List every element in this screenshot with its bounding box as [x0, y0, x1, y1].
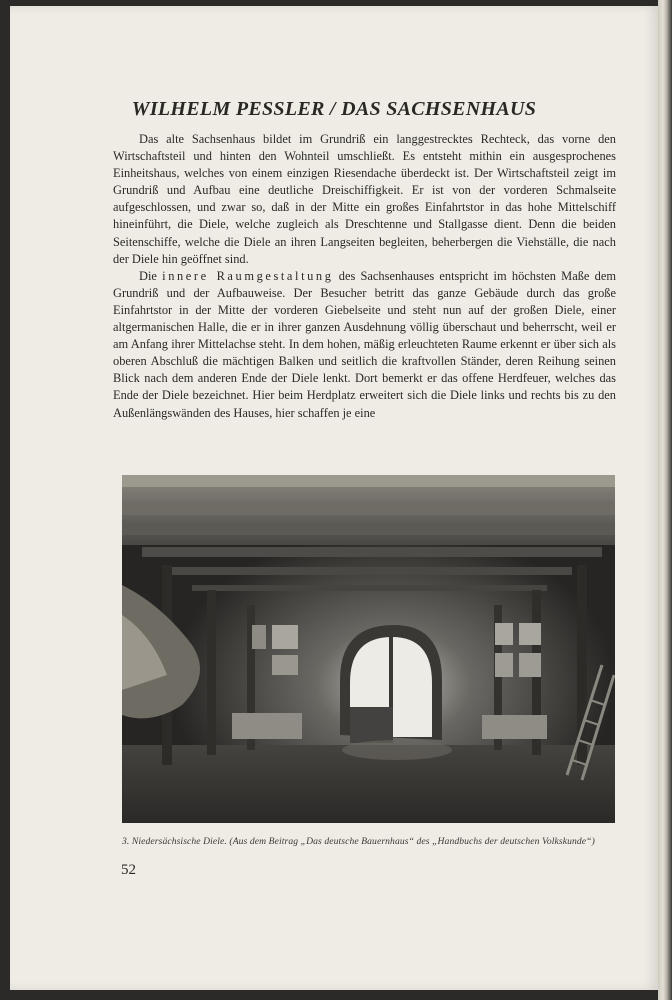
figure-caption: 3. Niedersächsische Diele. (Aus dem Beitrag „Das deutsche Bauernhaus“ des „Handbuchs der deutschen Volkskunde“): [122, 836, 595, 847]
page-title: WILHELM PESSLER / DAS SACHSENHAUS: [131, 98, 537, 120]
hall-photograph: [122, 475, 615, 823]
paragraph-2: [113, 268, 616, 422]
paragraph-2-prefix: Die: [139, 268, 163, 283]
book-page: [10, 6, 658, 990]
page-edge: [658, 0, 672, 1000]
paragraph-2-rest: des Sachsenhauses entspricht im höchsten Maße dem Grundriß und der Aufbauweise. Der Besucher betritt das ganze Gebäude durch das große Einfahrtstor in der Mitte der vorderen Giebelseite und steht nun auf der großen Diele, einer altgermanischen Halle, die er in ihrer ganzen Ausdehnung völlig überschaut und beherrscht, weil er am Anfang ihrer Mittelachse steht. In dem hohen, mäßig erleuchteten Raume erkennt er über sich als oberen Abschluß die mächtigen Balken und seitlich die kraftvollen Ständer, deren Reihung seinen Blick nach dem anderen Ende der Diele lenkt. Dort bemerkt er das offene Herdfeuer, welches das Ende der Diele bezeichnet. Hier beim Herdplatz erweitert sich die Diele links und rechts bis zu den Außenlängswänden des Hauses, hier schaffen je eine: [113, 268, 616, 420]
emphasized-term: innere Raumgestaltung: [162, 268, 334, 283]
hall-photograph-illustration: [122, 475, 615, 823]
paragraph-1: Das alte Sachsenhaus bildet im Grundriß ein langgestrecktes Rechteck, das vorne den Wirtschaftsteil und hinten den Wohnteil umschließt. Es entsteht mithin ein ausgesprochenes Einheitshaus, welches von einem einzigen Riesendache überdeckt ist. Der Wirtschaftsteil zeigt im Grundriß und Aufbau eine deutliche Dreischiffigkeit. Er ist von der vorderen Schmalseite aufgeschlossen, und zwar so, daß in der Mitte ein großes Einfahrtstor in das hohe Mittelschiff hineinführt, die Diele, welche zugleich als Dreschtenne und Stallgasse dient. Denn die beiden Seitenschiffe, welche die Diele an ihren Langseiten begleiten, beherbergen die Viehställe, die nach der Diele hin geöffnet sind.: [113, 132, 616, 266]
body-text: [113, 131, 616, 422]
page-number: 52: [121, 862, 136, 878]
